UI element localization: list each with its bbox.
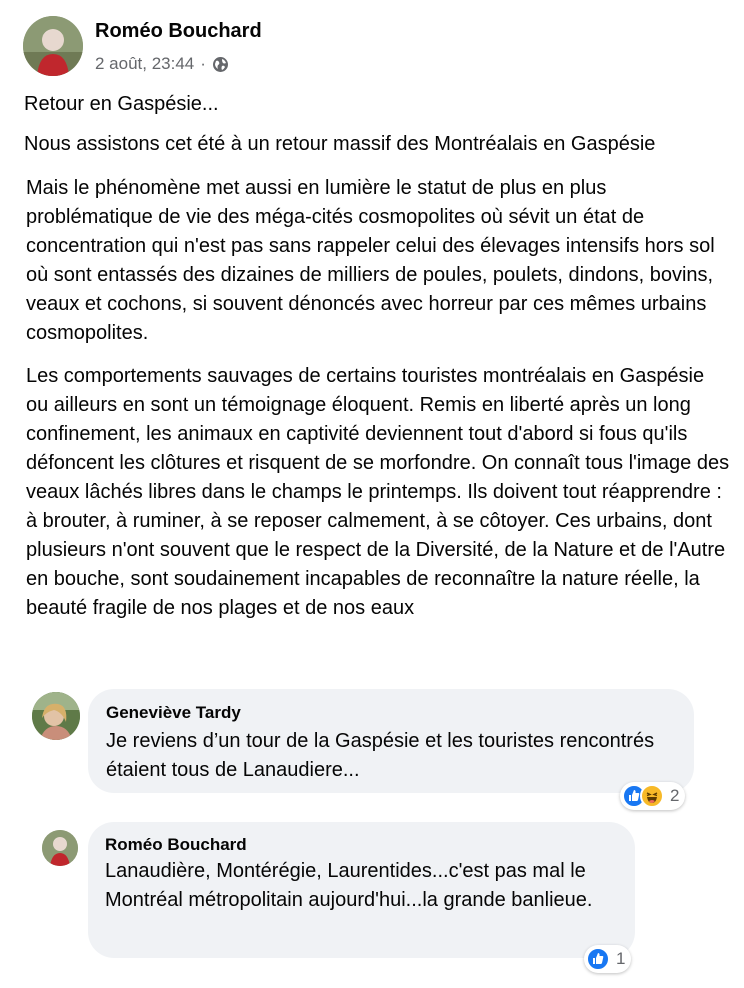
post-paragraph-3: Mais le phénomène met aussi en lumière le statut de plus en plus problématique de vie des méga-cités cosmopolites où sévit un état de concentration qui n'est pas sans rappeler celui des élevages intensifs hors sol où sont entassés des dizaines de milliers de poules, poulets, dindons, bovins, veaux et cochons, si souvent dénoncés avec horreur par ces mêmes urbains cosmopolites. <box>26 177 715 344</box>
haha-reaction-icon <box>640 784 664 808</box>
comment-reactions[interactable] <box>620 782 685 810</box>
comment-reactions[interactable] <box>584 945 631 973</box>
commenter-avatar[interactable] <box>32 692 80 740</box>
comment-author[interactable]: Geneviève Tardy <box>106 703 241 722</box>
reaction-count: 2 <box>670 786 680 805</box>
commenter-avatar[interactable] <box>42 830 78 866</box>
author-avatar[interactable] <box>23 16 83 76</box>
comment-bubble <box>88 822 635 958</box>
comment-text: Je reviens d’un tour de la Gaspésie et les touristes rencontrés étaient tous de Lanaudiere... <box>106 730 655 781</box>
post-author[interactable]: Roméo Bouchard <box>95 20 262 42</box>
post-timestamp[interactable]: 2 août, 23:44 <box>95 54 195 73</box>
meta-separator: · <box>200 54 206 73</box>
comment-author[interactable]: Roméo Bouchard <box>105 835 247 854</box>
comment-text: Lanaudière, Montérégie, Laurentides...c'est pas mal le Montréal métropolitain aujourd'hui...la grande banlieue. <box>105 860 593 911</box>
comment-bubble <box>88 689 694 793</box>
reaction-count: 1 <box>616 949 626 968</box>
post-paragraph-2: Nous assistons cet été à un retour massif des Montréalais en Gaspésie <box>24 133 656 155</box>
globe-icon[interactable] <box>212 56 229 73</box>
like-reaction-icon <box>586 947 610 971</box>
post-meta <box>95 54 229 74</box>
post-paragraph-4: Les comportements sauvages de certains touristes montréalais en Gaspésie ou ailleurs en sont un témoignage éloquent. Remis en liberté après un long confinement, les animaux en captivité deviennent tout d'abord si fous qu'ils défoncent les clôtures et risquent de se morfondre. On connaît tous l'image des veaux lâchés libres dans le champs le printemps. Ils doivent tout réapprendre : à brouter, à ruminer, à se reposer calmement, à se côtoyer. Ces urbains, dont plusieurs n'ont souvent que le respect de la Diversité, de la Nature et de l'Autre en bouche, sont soudainement incapables de reconnaître la nature réelle, la beauté fragile de nos plages et de nos eaux <box>26 365 730 619</box>
post-paragraph-1: Retour en Gaspésie... <box>24 93 219 115</box>
